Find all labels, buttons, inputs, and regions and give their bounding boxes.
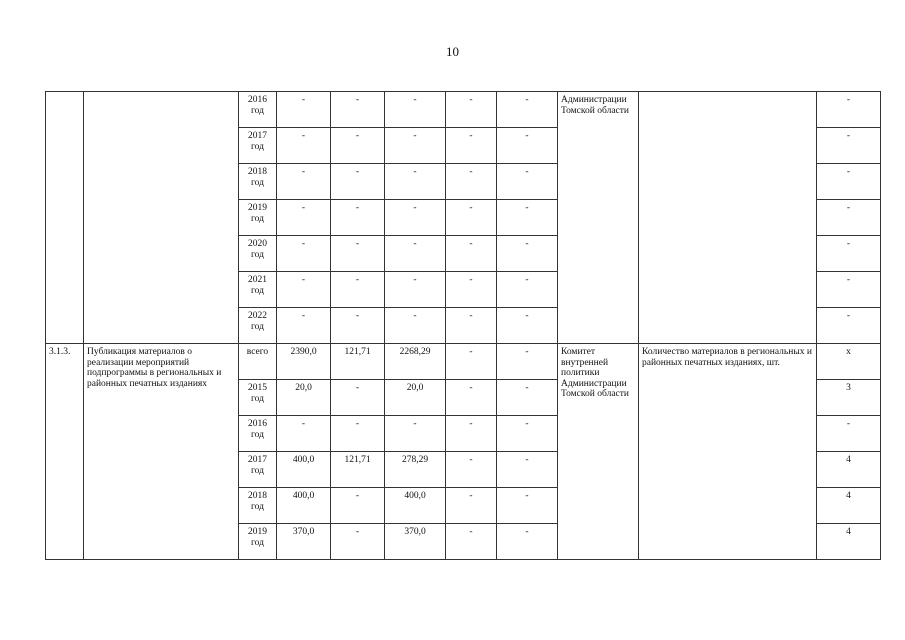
amount-cell: -: [497, 308, 558, 344]
amount-cell: -: [497, 344, 558, 380]
indicator-value-cell: -: [817, 164, 881, 200]
indicator-value-cell: -: [817, 200, 881, 236]
amount-cell: -: [277, 416, 331, 452]
indicator-value-cell: -: [817, 272, 881, 308]
amount-cell: -: [331, 524, 385, 560]
indicator-value-cell: х: [817, 344, 881, 380]
amount-cell: 400,0: [277, 452, 331, 488]
amount-cell: -: [497, 452, 558, 488]
table-body: [46, 92, 881, 560]
amount-cell: 400,0: [385, 488, 446, 524]
amount-cell: -: [331, 236, 385, 272]
amount-cell: -: [446, 380, 497, 416]
program-table: [45, 91, 881, 560]
table-row: [46, 92, 881, 128]
indicator-value-cell: -: [817, 92, 881, 128]
indicator-value-cell: -: [817, 308, 881, 344]
amount-cell: -: [497, 164, 558, 200]
amount-cell: -: [497, 200, 558, 236]
item-title-cell: Публикация материалов о реализации мероприятий подпрограммы в региональных и районных печатных изданиях: [84, 344, 239, 560]
indicator-cell: Количество материалов в региональных и районных печатных изданиях, шт.: [639, 344, 817, 560]
indicator-cell: [639, 92, 817, 344]
amount-cell: -: [446, 128, 497, 164]
amount-cell: 400,0: [277, 488, 331, 524]
amount-cell: -: [277, 164, 331, 200]
amount-cell: -: [331, 380, 385, 416]
amount-cell: 370,0: [277, 524, 331, 560]
amount-cell: -: [446, 488, 497, 524]
table-row: [46, 344, 881, 380]
item-title-cell: [84, 92, 239, 344]
amount-cell: 2268,29: [385, 344, 446, 380]
amount-cell: 2390,0: [277, 344, 331, 380]
amount-cell: -: [277, 200, 331, 236]
item-number-cell: 3.1.3.: [46, 344, 84, 560]
indicator-value-cell: 4: [817, 452, 881, 488]
amount-cell: -: [331, 488, 385, 524]
indicator-value-cell: 4: [817, 488, 881, 524]
amount-cell: -: [277, 272, 331, 308]
organization-cell: Администрации Томской области: [558, 92, 639, 344]
amount-cell: -: [331, 128, 385, 164]
amount-cell: -: [385, 416, 446, 452]
amount-cell: -: [331, 272, 385, 308]
amount-cell: -: [446, 164, 497, 200]
indicator-value-cell: 4: [817, 524, 881, 560]
amount-cell: -: [497, 92, 558, 128]
year-cell: 2021 год: [239, 272, 277, 308]
amount-cell: 121,71: [331, 344, 385, 380]
amount-cell: -: [497, 272, 558, 308]
year-cell: 2020 год: [239, 236, 277, 272]
amount-cell: -: [385, 236, 446, 272]
amount-cell: -: [497, 416, 558, 452]
year-cell: 2015 год: [239, 380, 277, 416]
amount-cell: -: [497, 236, 558, 272]
amount-cell: -: [331, 92, 385, 128]
year-cell: 2016 год: [239, 92, 277, 128]
organization-cell: Комитет внутренней политики Администрации Томской области: [558, 344, 639, 560]
amount-cell: -: [331, 308, 385, 344]
amount-cell: -: [446, 272, 497, 308]
amount-cell: -: [446, 236, 497, 272]
amount-cell: -: [277, 128, 331, 164]
amount-cell: -: [446, 524, 497, 560]
page-number: 10: [446, 44, 459, 59]
amount-cell: -: [385, 128, 446, 164]
amount-cell: -: [277, 92, 331, 128]
amount-cell: -: [277, 308, 331, 344]
amount-cell: -: [497, 380, 558, 416]
year-cell: 2019 год: [239, 524, 277, 560]
amount-cell: -: [385, 200, 446, 236]
amount-cell: 370,0: [385, 524, 446, 560]
year-cell: 2022 год: [239, 308, 277, 344]
year-cell: 2018 год: [239, 488, 277, 524]
amount-cell: -: [277, 236, 331, 272]
amount-cell: -: [497, 488, 558, 524]
amount-cell: 121,71: [331, 452, 385, 488]
amount-cell: -: [446, 92, 497, 128]
amount-cell: 278,29: [385, 452, 446, 488]
indicator-value-cell: -: [817, 416, 881, 452]
indicator-value-cell: -: [817, 236, 881, 272]
indicator-value-cell: 3: [817, 380, 881, 416]
indicator-value-cell: -: [817, 128, 881, 164]
amount-cell: -: [385, 272, 446, 308]
year-cell: 2017 год: [239, 128, 277, 164]
year-cell: 2017 год: [239, 452, 277, 488]
amount-cell: -: [497, 128, 558, 164]
amount-cell: -: [385, 92, 446, 128]
amount-cell: -: [331, 164, 385, 200]
amount-cell: 20,0: [385, 380, 446, 416]
amount-cell: -: [446, 308, 497, 344]
amount-cell: -: [446, 200, 497, 236]
year-cell: 2016 год: [239, 416, 277, 452]
amount-cell: -: [446, 416, 497, 452]
item-number-cell: [46, 92, 84, 344]
amount-cell: -: [331, 200, 385, 236]
amount-cell: 20,0: [277, 380, 331, 416]
amount-cell: -: [385, 308, 446, 344]
amount-cell: -: [446, 344, 497, 380]
amount-cell: -: [497, 524, 558, 560]
year-cell: 2019 год: [239, 200, 277, 236]
year-cell: 2018 год: [239, 164, 277, 200]
year-cell: всего: [239, 344, 277, 380]
amount-cell: -: [385, 164, 446, 200]
amount-cell: -: [331, 416, 385, 452]
amount-cell: -: [446, 452, 497, 488]
